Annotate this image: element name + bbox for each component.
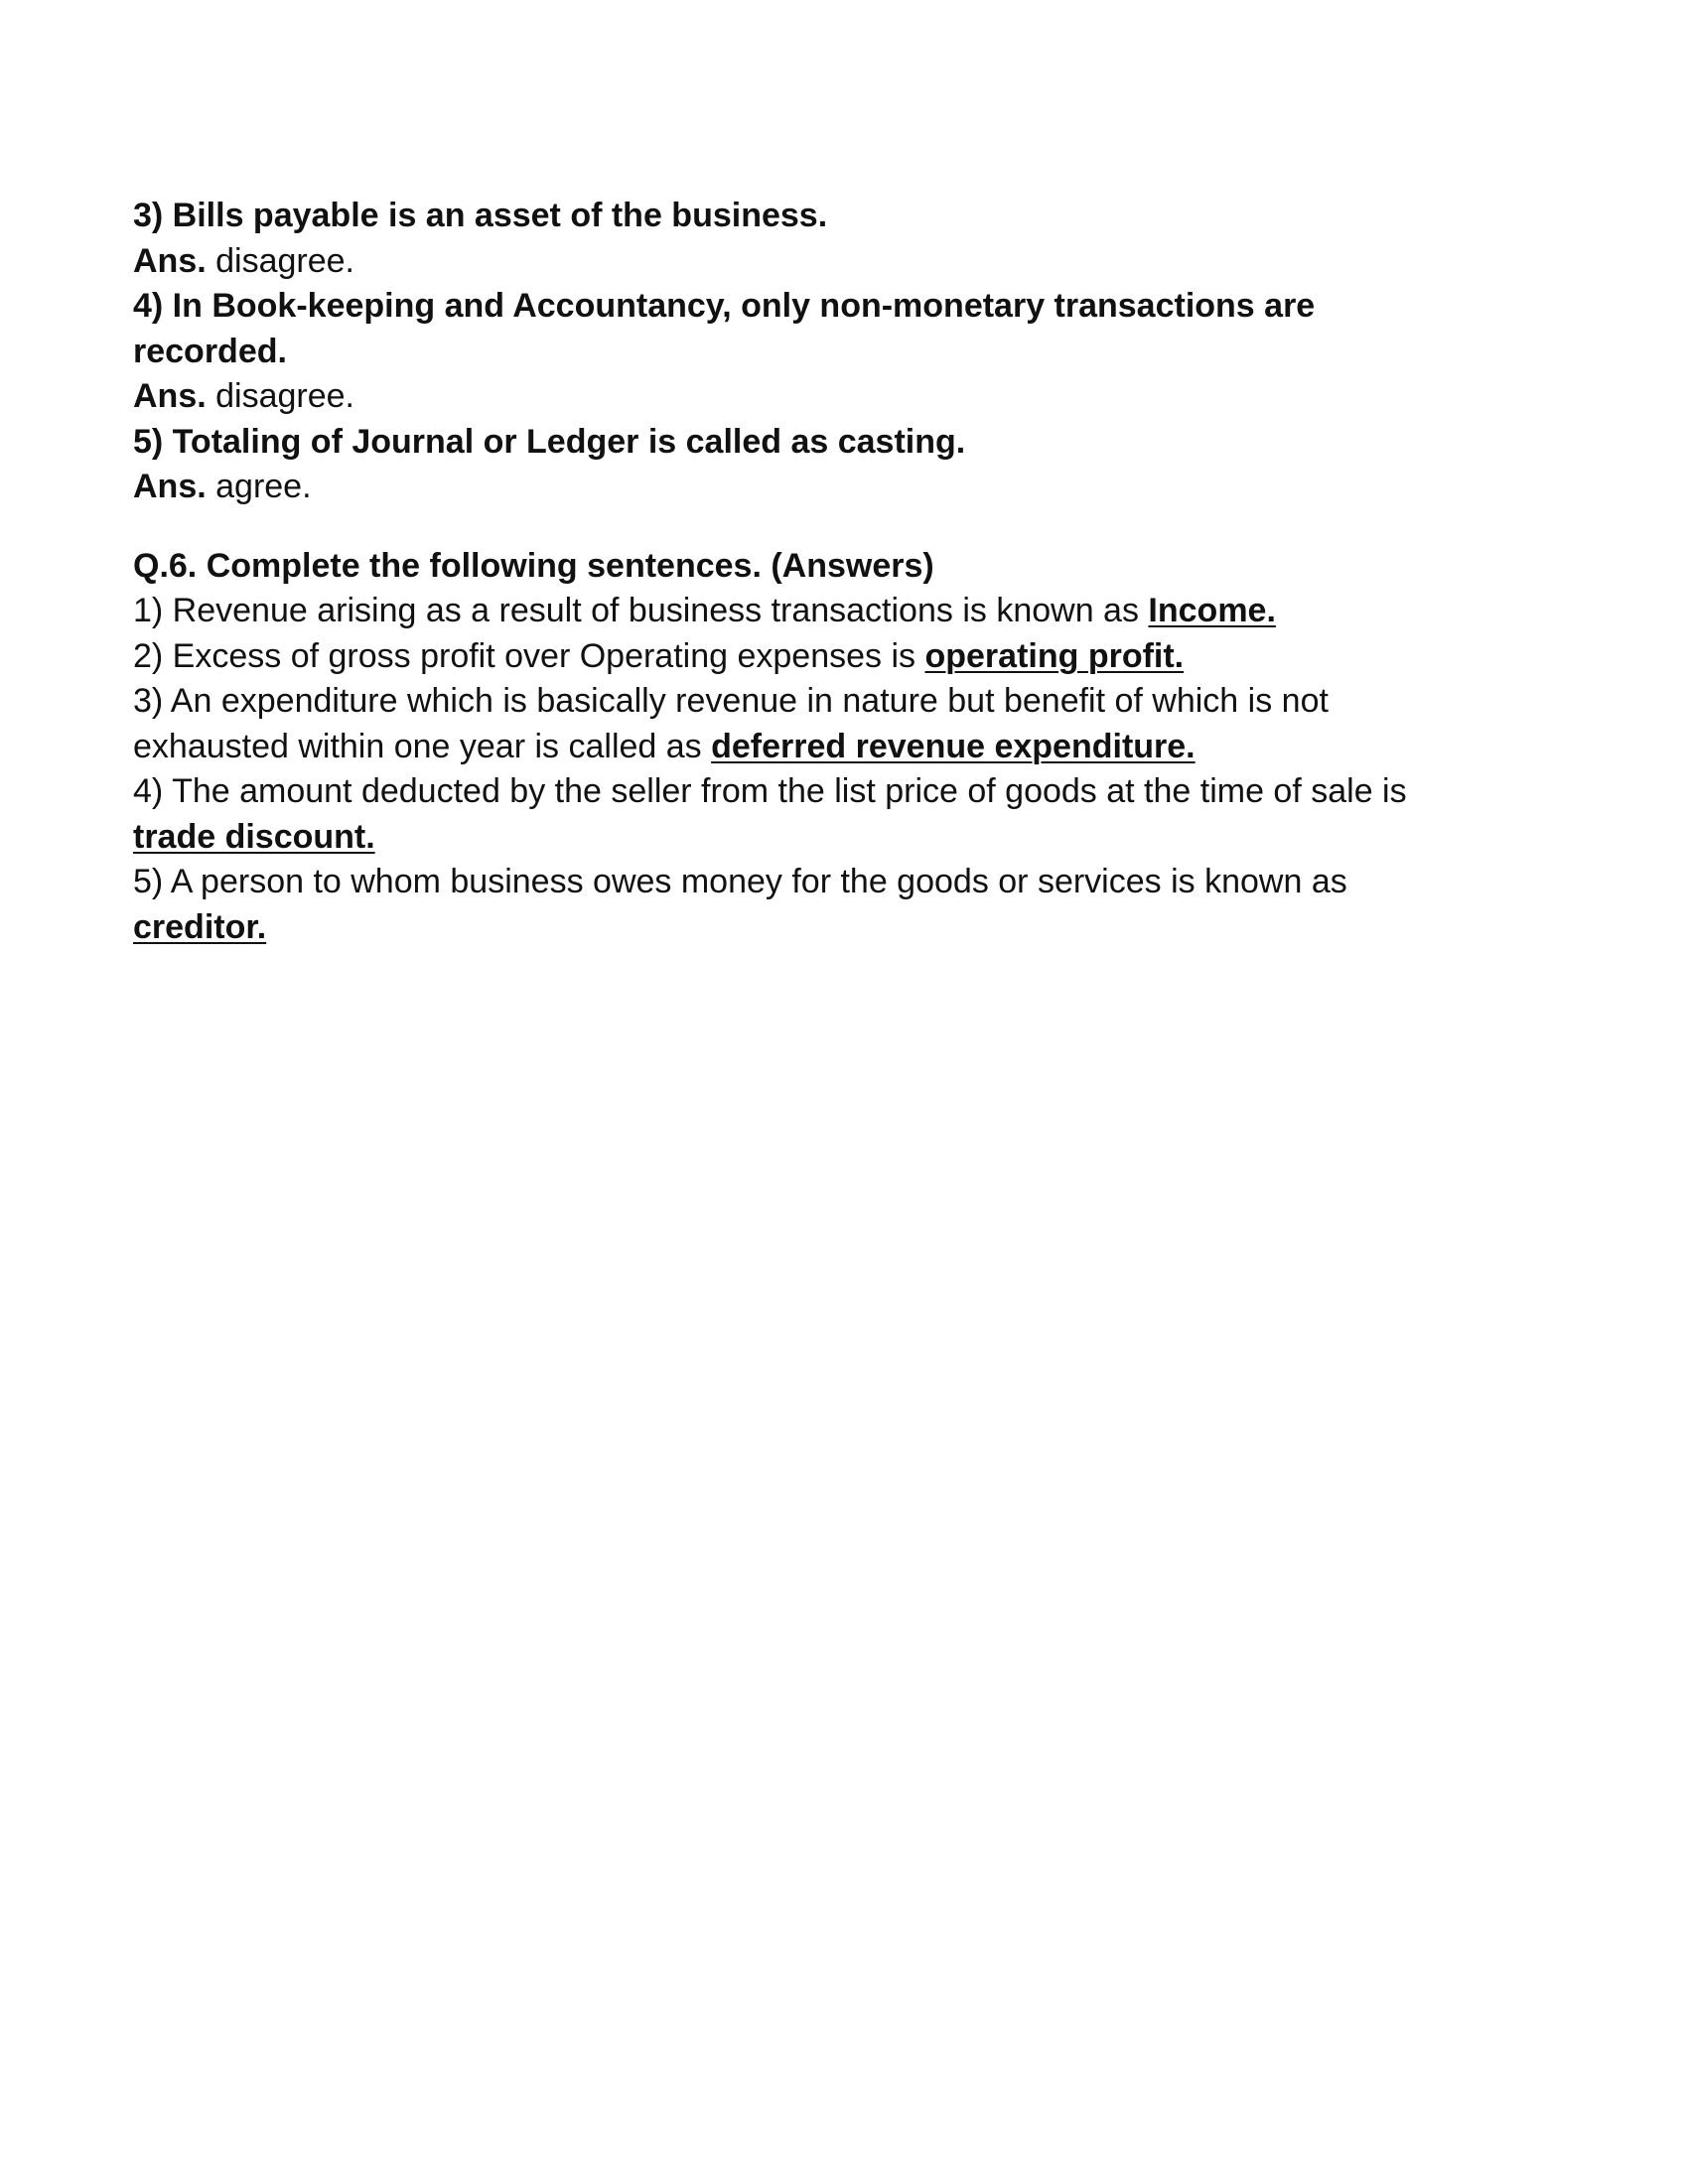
answer-4 xyxy=(133,374,1563,420)
question-4-line-1: 4) In Book-keeping and Accountancy, only non-monetary transactions are xyxy=(133,287,1316,325)
answer-blank: creditor. xyxy=(133,907,267,946)
ans-label: Ans. xyxy=(133,377,207,415)
sentence-4-line-1: 4) The amount deducted by the seller from the list price of goods at the time of sale is xyxy=(133,772,1407,810)
sentence-1 xyxy=(133,589,1563,634)
sentence-text: 2) Excess of gross profit over Operating expenses is xyxy=(133,636,925,675)
ans-label: Ans. xyxy=(133,468,207,505)
sentence-5-line-2 xyxy=(133,905,1563,951)
answer-text: disagree. xyxy=(206,241,355,280)
sentence-3-line-1: 3) An expenditure which is basically revenue in nature but benefit of which is not xyxy=(133,682,1329,720)
answer-text: agree. xyxy=(206,468,312,505)
sentence-5-line-1: 5) A person to whom business owes money for the goods or services is known as xyxy=(133,863,1347,900)
section-spacer xyxy=(133,510,1563,544)
sentence-2 xyxy=(133,634,1563,680)
sentence-text: 1) Revenue arising as a result of business transactions is known as xyxy=(133,592,1149,629)
document-page xyxy=(133,194,1563,950)
answer-3 xyxy=(133,239,1563,285)
section-heading-q6: Q.6. Complete the following sentences. (Answers) xyxy=(133,546,934,585)
sentence-3-line-2 xyxy=(133,725,1563,770)
question-5: 5) Totaling of Journal or Ledger is called as casting. xyxy=(133,422,966,461)
ans-label: Ans. xyxy=(133,241,207,280)
answer-blank: trade discount. xyxy=(133,817,375,856)
answer-blank: operating profit. xyxy=(924,636,1185,675)
answer-text: disagree. xyxy=(206,377,355,415)
sentence-4-line-2 xyxy=(133,815,1563,861)
question-4-line-2: recorded. xyxy=(133,332,287,370)
question-3: 3) Bills payable is an asset of the business. xyxy=(133,197,828,234)
answer-blank: deferred revenue expenditure. xyxy=(711,727,1196,765)
answer-5 xyxy=(133,465,1563,510)
answer-blank: Income. xyxy=(1148,592,1276,629)
sentence-text: exhausted within one year is called as xyxy=(133,727,712,765)
